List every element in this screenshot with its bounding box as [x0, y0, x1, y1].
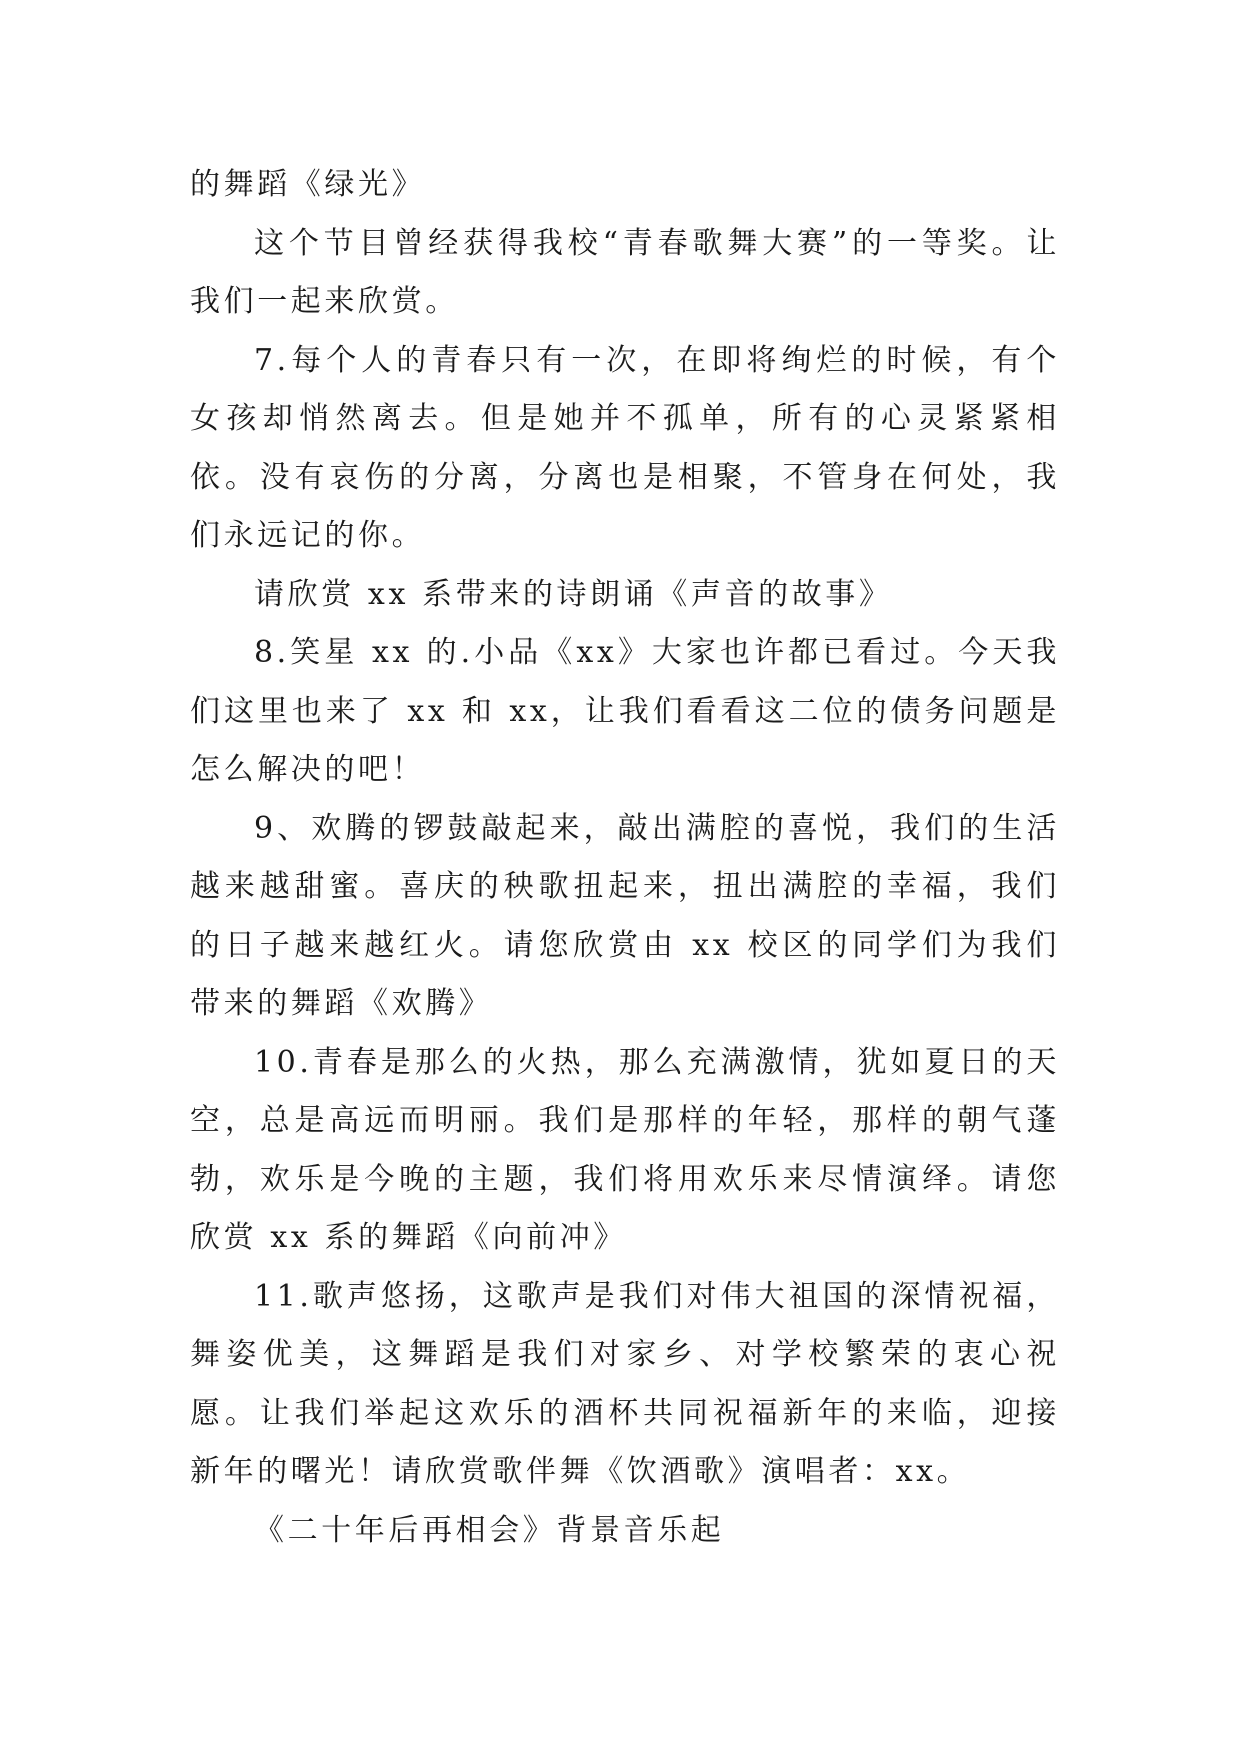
paragraph-5: 8.笑星 xx 的.小品《xx》大家也许都已看过。今天我们这里也来了 xx 和 xx，让我们看看这二位的债务问题是怎么解决的吧！ [190, 635, 1060, 787]
paragraph-9: 《二十年后再相会》背景音乐起 [254, 1512, 725, 1548]
paragraph-4: 请欣赏 xx 系带来的诗朗诵《声音的故事》 [254, 576, 893, 612]
paragraph-2: 这个节目曾经获得我校“青春歌舞大赛”的一等奖。让我们一起来欣赏。 [190, 225, 1060, 319]
paragraph-7: 10.青春是那么的火热，那么充满激情，犹如夏日的天空，总是高远而明丽。我们是那样的年轻，那样的朝气蓬勃，欢乐是今晚的主题，我们将用欢乐来尽情演绎。请您欣赏 xx 系的舞蹈《向前冲》 [190, 1044, 1060, 1255]
paragraph-6: 9、欢腾的锣鼓敲起来，敲出满腔的喜悦，我们的生活越来越甜蜜。喜庆的秧歌扭起来，扭出满腔的幸福，我们的日子越来越红火。请您欣赏由 xx 校区的同学们为我们带来的舞蹈《欢腾》 [190, 810, 1060, 1021]
paragraph-8: 11.歌声悠扬，这歌声是我们对伟大祖国的深情祝福，舞姿优美，这舞蹈是我们对家乡、对学校繁荣的衷心祝愿。让我们举起这欢乐的酒杯共同祝福新年的来临，迎接新年的曙光！请欣赏歌伴舞《饮酒歌》演唱者：xx。 [190, 1278, 1060, 1489]
document-body [190, 156, 1060, 1560]
paragraph-1: 的舞蹈《绿光》 [190, 167, 426, 202]
paragraph-3: 7.每个人的青春只有一次，在即将绚烂的时候，有个女孩却悄然离去。但是她并不孤单，所有的心灵紧紧相依。没有哀伤的分离，分离也是相聚，不管身在何处，我们永远记的你。 [190, 342, 1060, 553]
